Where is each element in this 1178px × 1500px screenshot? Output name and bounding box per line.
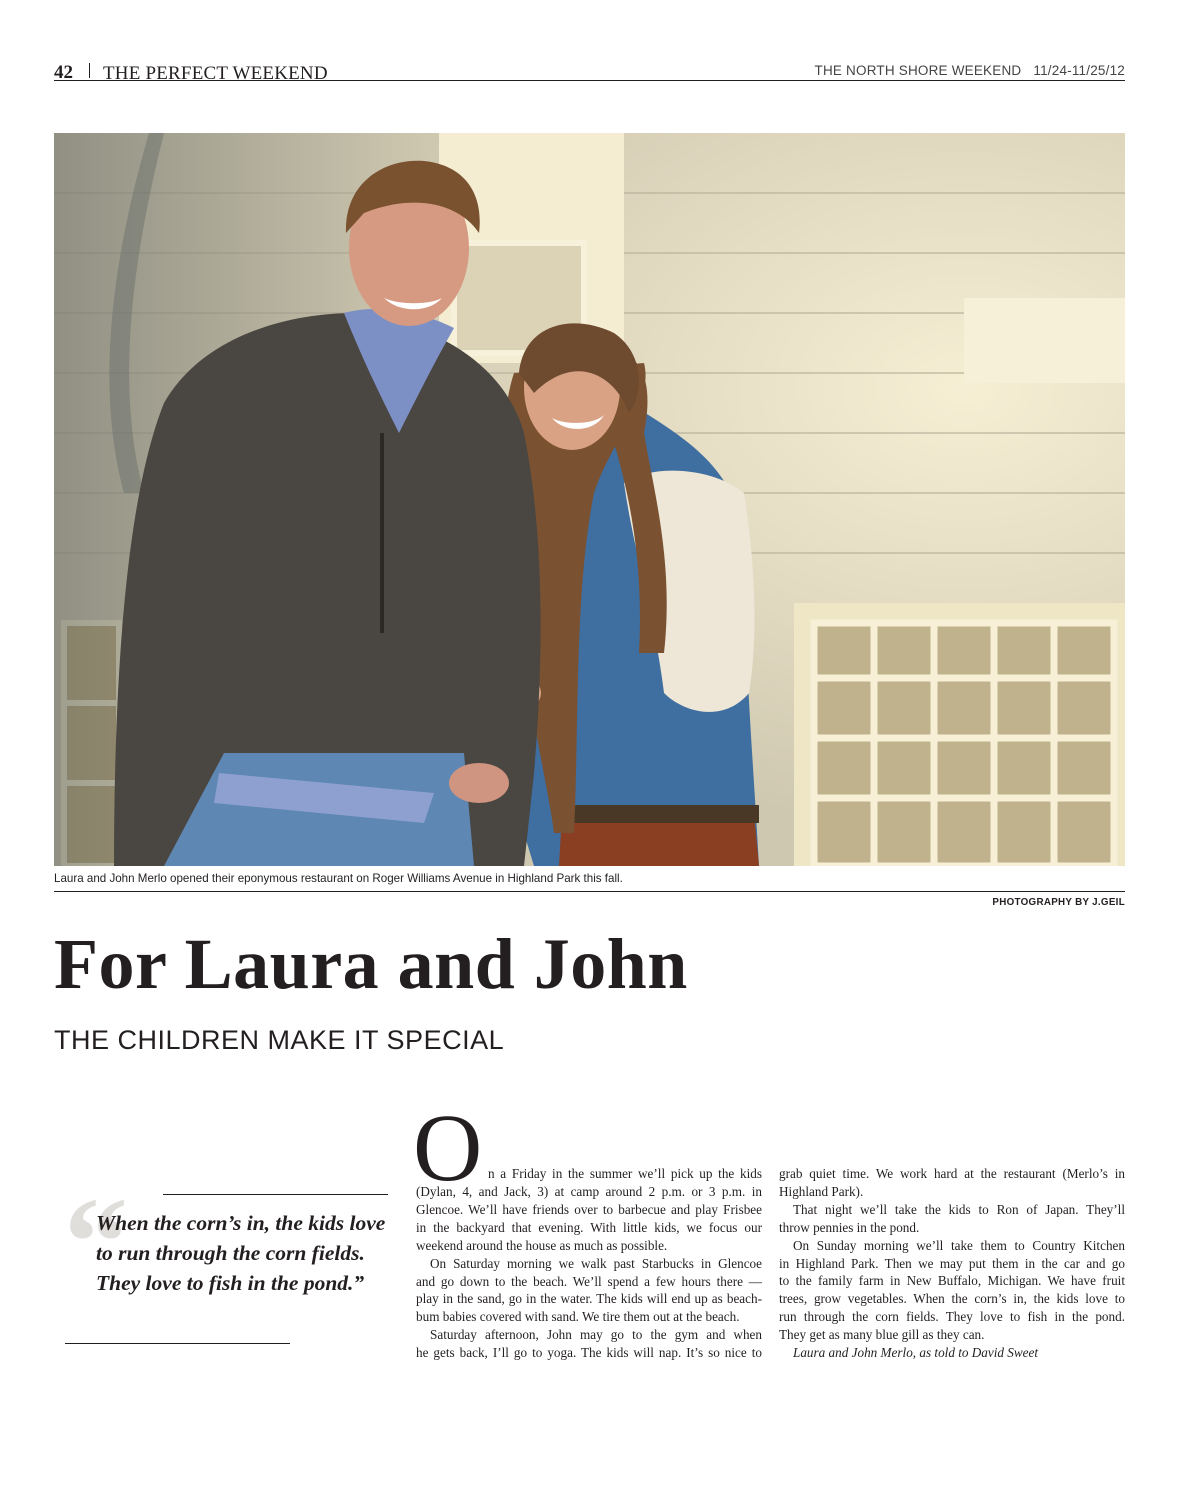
publication-name: THE NORTH SHORE WEEKEND — [814, 63, 1022, 78]
body-line: On Sunday morning we’ll take them to Country Kitchen — [793, 1237, 1125, 1253]
pull-quote-rule-bottom — [65, 1343, 290, 1344]
body-line: throw pennies in the pond. — [779, 1219, 920, 1235]
body-line: They get as many blue gill as they can. — [779, 1327, 985, 1343]
body-line: Saturday afternoon, John may go to the gym and when — [430, 1327, 762, 1343]
section-title: THE PERFECT WEEKEND — [103, 63, 328, 84]
article-column-2 — [779, 1165, 1125, 1362]
body-line: trees, grow vegetables. When the corn’s in, the kids love to — [779, 1291, 1125, 1307]
photo-caption: Laura and John Merlo opened their eponymous restaurant on Roger Williams Avenue in Highland Park this fall. — [54, 872, 1125, 892]
publication-info — [815, 63, 1126, 78]
quote-mark-icon: “ — [64, 1171, 128, 1313]
body-line: and go down to the beach. We’ll spend a few hours there — — [416, 1273, 762, 1289]
body-line: run through the corn fields. They love to fish in the pond. — [779, 1309, 1125, 1325]
body-line: grab quiet time. We work hard at the restaurant (Merlo’s in — [779, 1166, 1125, 1181]
body-line: Highland Park). — [779, 1183, 864, 1199]
body-line: n a Friday in the summer we’ll pick up the kids — [488, 1166, 762, 1181]
article-column-1 — [413, 1094, 762, 1362]
page-header — [54, 58, 1125, 84]
body-line: in the backyard that evening. With little kids, we focus our — [416, 1219, 762, 1235]
subheadline: THE CHILDREN MAKE IT SPECIAL — [54, 1025, 505, 1055]
body-line: he gets back, I’ll go to yoga. The kids will nap. It’s so nice to — [416, 1345, 762, 1361]
body-line: to the family farm in New Buffalo, Michigan. We have fruit — [779, 1273, 1125, 1289]
couple-photo — [54, 133, 1125, 866]
body-line: Glencoe. We’ll have friends over to barbecue and play Frisbee — [416, 1201, 762, 1217]
body-line: (Dylan, 4, and Jack, 3) at camp around 2 p.m. or 3 p.m. in — [416, 1184, 762, 1199]
pull-quote-rule-top — [163, 1194, 388, 1195]
couple-photo-illustration — [54, 133, 1125, 866]
pull-quote: When the corn’s in, the kids love to run through the corn fields. They love to fish in the pond.” — [96, 1211, 386, 1295]
body-line: play in the sand, go in the water. The kids will end up as beach- — [416, 1291, 762, 1307]
headline: For Laura and John — [54, 924, 688, 1004]
article-signoff: Laura and John Merlo, as told to David Sweet — [793, 1345, 1039, 1361]
drop-cap: O — [413, 1094, 483, 1201]
issue-date: 11/24-11/25/12 — [1033, 63, 1125, 78]
body-line: That night we’ll take the kids to Ron of Japan. They’ll — [793, 1201, 1125, 1217]
page-number: 42 — [54, 62, 73, 83]
body-line: weekend around the house as much as possible. — [416, 1237, 668, 1253]
body-line: On Saturday morning we walk past Starbucks in Glencoe — [430, 1255, 762, 1271]
body-line: bum babies covered with sand. We tire them out at the beach. — [416, 1309, 740, 1325]
header-divider — [89, 63, 90, 78]
body-line: in Highland Park. Then we may put them in the car and go — [779, 1255, 1125, 1271]
photo-credit: PHOTOGRAPHY BY J.GEIL — [992, 897, 1125, 908]
